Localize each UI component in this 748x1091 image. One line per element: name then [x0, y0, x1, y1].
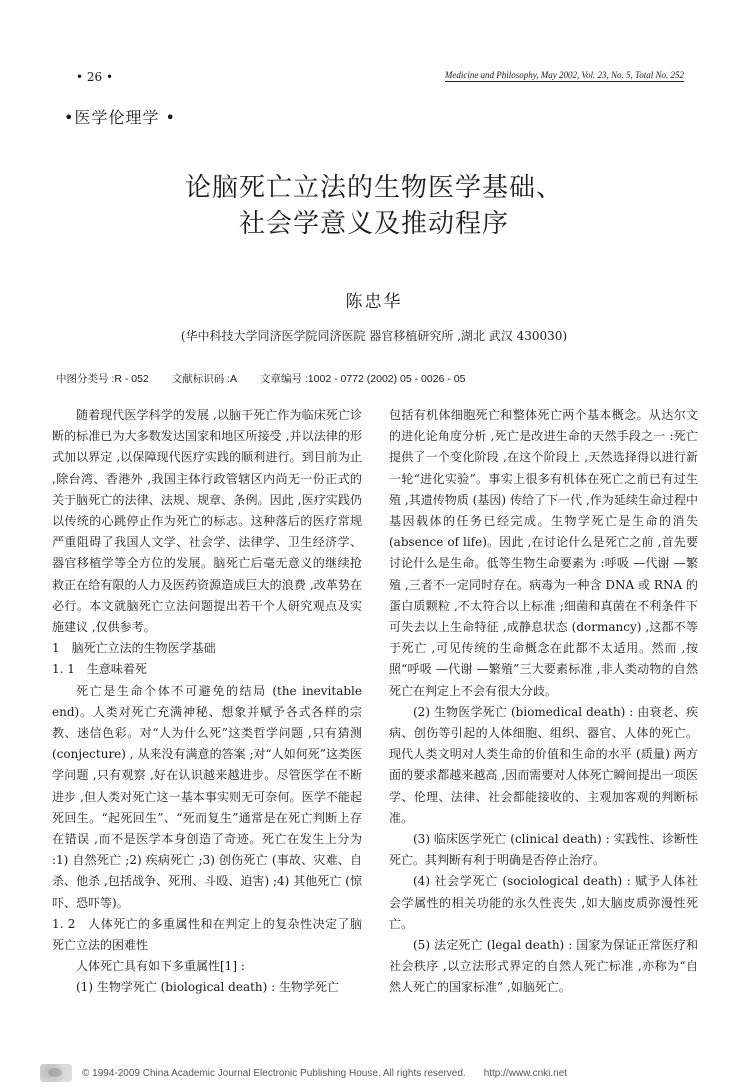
article-title: [0, 170, 748, 242]
copyright-notice: © 1994-2009 China Academic Journal Electronic Publishing House. All rights reserved.: [82, 1067, 466, 1079]
body-paragraph: (2) 生物医学死亡 (biomedical death) : 由衰老、疾病、创伤等引起的人体细胞、组织、器官、人体的死亡。现代人类文明对人类生命的价值和生命的水平 (质量) 两方面的要求都越来越高 ,因而需要对人体死亡瞬间提出一项医学、伦理、法律、社会都能接收的、主观加客观的判断标准。: [389, 704, 698, 825]
journal-header: Medicine and Philosophy, May 2002, Vol. 23, No. 5, Total No. 252: [444, 70, 684, 80]
article-metadata: [56, 371, 485, 386]
title-line-2: 社会学意义及推动程序: [238, 209, 509, 239]
section-label: •医学伦理学 •: [64, 108, 176, 127]
cnki-logo-icon: [40, 1064, 72, 1082]
author-affiliation: (华中科技大学同济医学院同济医院 器官移植研究所 ,湖北 武汉 430030): [180, 329, 568, 343]
subsection-heading-1-1: 1. 1 生意味着死: [52, 662, 147, 677]
body-paragraph: (4) 社会学死亡 (sociological death) : 赋予人体社会学属性的相关功能的永久性丧失 ,如大脑皮质弥漫性死亡。: [389, 874, 698, 931]
body-paragraph: (5) 法定死亡 (legal death) : 国家为保证正常医疗和社会秩序 ,以立法形式界定的自然人死亡标准 ,亦称为“自然人死亡的国家标准” ,如脑死亡。: [389, 938, 698, 995]
body-paragraph: (3) 临床医学死亡 (clinical death) : 实践性、诊断性死亡。其判断有利于明确是否停止治疗。: [389, 832, 698, 868]
body-paragraph: (1) 生物学死亡 (biological death) : 生物学死亡: [76, 980, 340, 995]
page-number: • 26 •: [76, 70, 114, 84]
document-code: 文献标识码 :A: [171, 373, 238, 385]
left-column: [52, 405, 362, 999]
classification-number: 中图分类号 :R - 052: [56, 373, 149, 385]
body-paragraph: 人体死亡具有如下多重属性[1] :: [76, 959, 245, 974]
intro-paragraph: 随着现代医学科学的发展 ,以脑干死亡作为临床死亡诊断的标准已为大多数发达国家和地区所接受 ,并以法律的形式加以界定 ,以保障现代医疗实践的顺利进行。到目前为止 ,除台湾、香港外 ,我国主体行政管辖区内尚无一份正式的关于脑死亡的法律、法规、规章、条例。因此 ,医疗实践仍以传统的心跳停止作为死亡的标志。这种落后的医疗常规严重阻碍了我国人文学、社会学、法律学、卫生经济学、器官移植学等全方位的发展。脑死亡后毫无意义的继续抢救正在给有限的人力及医药资源造成巨大的浪费 ,改革势在必行。本文就脑死亡立法问题提出若干个人研究观点及实施建议 ,仅供参考。: [52, 408, 362, 635]
body-paragraph: 包括有机体细胞死亡和整体死亡两个基本概念。从达尔文的进化论角度分析 ,死亡是改进生命的天然手段之一 :死亡提供了一个变化阶段 ,在这个阶段上 ,天然选择得以进行新一轮“进化实验”。事实上很多有机体在死亡之前已有过生殖 ,其遗传物质 (基因) 传给了下一代 ,作为延续生命过程中基因载体的任务已经完成。生物学死亡是生命的消失 (absence of life)。因此 ,在讨论什么是死亡之前 ,首先要讨论什么是生命。低等生物生命要素为 :呼吸 —代谢 —繁殖 ,三者不一定同时存在。病毒为一种含 DNA 或 RNA 的蛋白质颗粒 ,不太符合以上标准 ;细菌和真菌在不利条件下可失去以上生命特征 ,成静息状态 (dormancy) ,这都不等于死亡 ,可见传统的生命概念在此都不太适用。然而 ,按照“呼吸 —代谢 —繁殖”三大要素标准 ,非人类动物的自然死亡在判定上不会有很大分歧。: [389, 408, 698, 698]
section-heading-1: 1 脑死亡立法的生物医学基础: [52, 641, 216, 656]
body-paragraph: 死亡是生命个体不可避免的结局 (the inevitable end)。人类对死亡充满神秘、想象并赋予各式各样的宗教、迷信色彩。对“人为什么死”这类哲学问题 ,只有猜测 (conjecture) , 从来没有满意的答案 ;对“人如何死”这类医学问题 ,只有观察 ,好在认识越来越进步。尽管医学在不断进步 ,但人类对死亡这一基本事实则无可奈何。医学不能起死回生。“起死回生”、“死而复生”通常是在死亡判断上存在错误 ,而不是医学本身创造了奇迹。死亡在发生上分为 :1) 自然死亡 ;2) 疾病死亡 ;3) 创伤死亡 (事故、灾难、自杀、他杀 ,包括战争、死刑、斗殴、迫害) ;4) 其他死亡 (惊吓、恐吓等)。: [52, 683, 362, 910]
footer-url[interactable]: http://www.cnki.net: [483, 1067, 568, 1079]
subsection-heading-1-2: 1. 2 人体死亡的多重属性和在判定上的复杂性决定了脑死亡立法的困难性: [52, 916, 362, 953]
title-line-1: 论脑死亡立法的生物医学基础、: [184, 173, 563, 203]
article-number: 文章编号 :1002 - 0772 (2002) 05 - 0026 - 05: [259, 373, 466, 385]
author-name: 陈忠华: [345, 292, 403, 312]
right-column: [389, 405, 698, 999]
page-footer: [40, 1062, 708, 1084]
